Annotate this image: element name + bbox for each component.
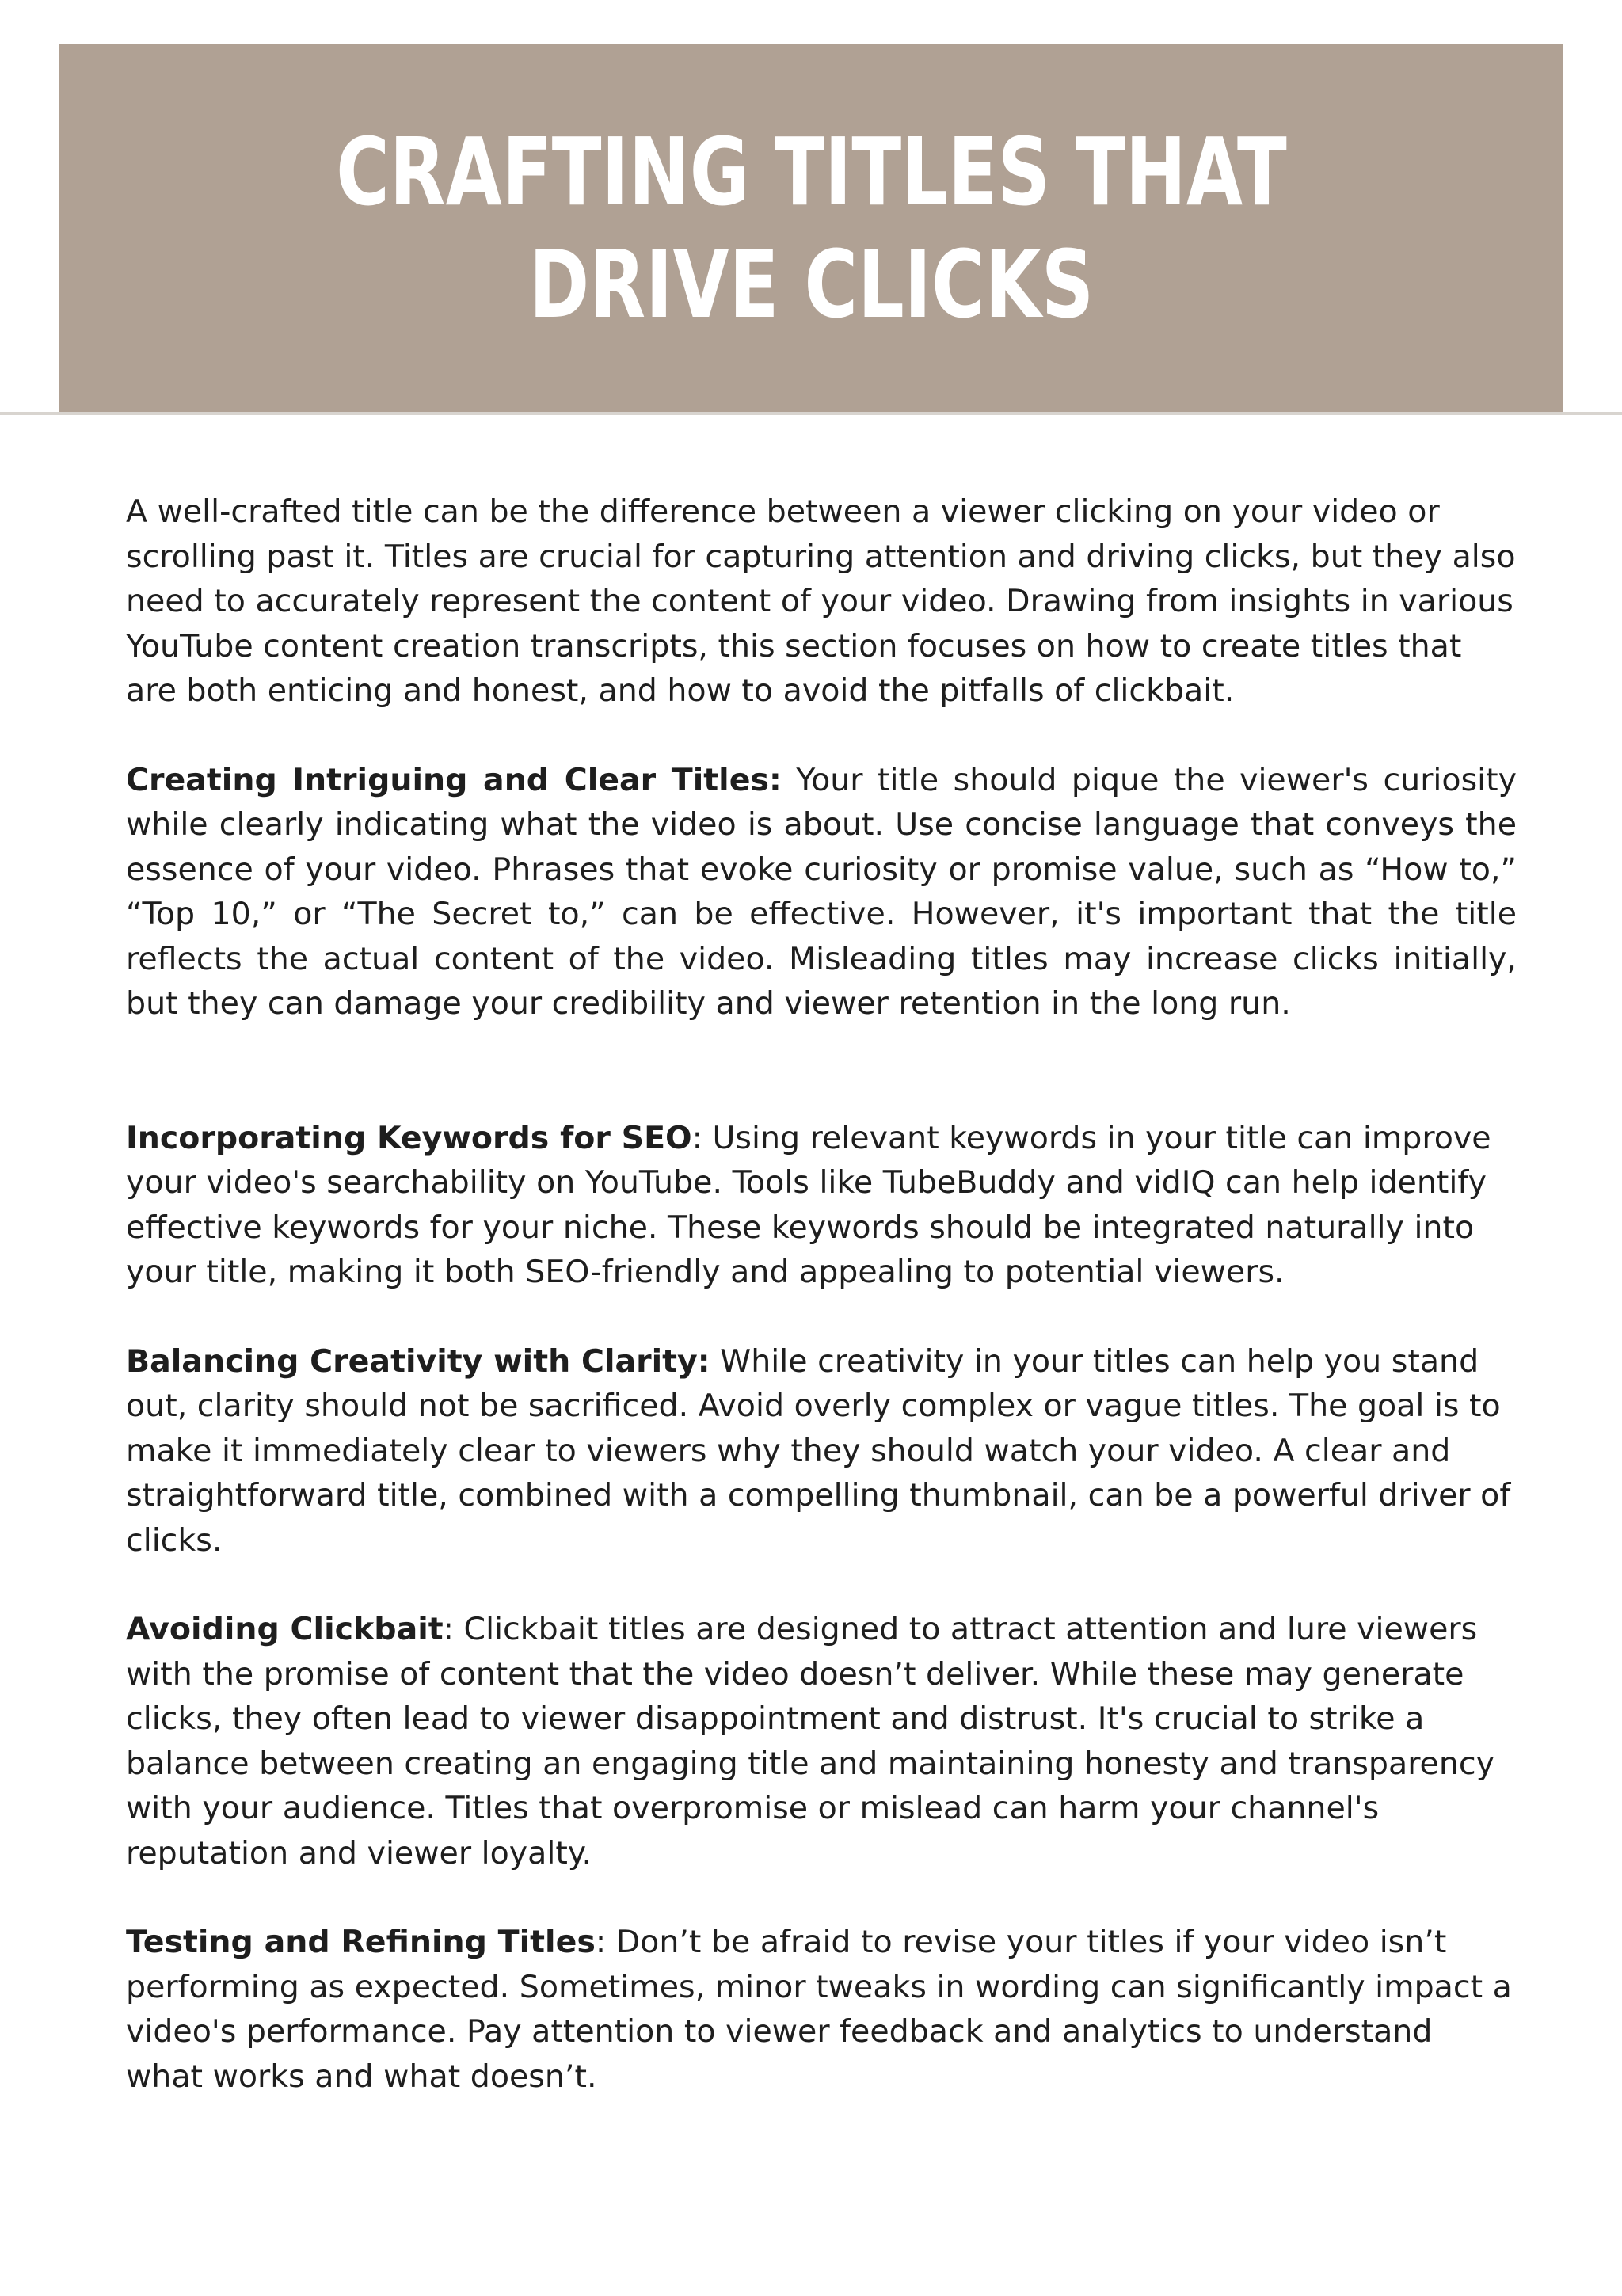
section-body: Your title should pique the viewer's curiosity while clearly indicating what the video is about. Use concise language that conveys the essence of your video. Phrases that evoke curiosity or promise value, such as “How to,” “Top 10,” or “The Secret to,” can be effective. However, it's important that the title reflects the actual content of the video. Misleading titles may increase clicks initially, but they can damage your credibility and viewer retention in the long run. — [126, 761, 1517, 1022]
page-title: CRAFTING TITLES THAT DRIVE CLICKS — [336, 117, 1287, 339]
section-heading: Avoiding Clickbait — [126, 1611, 444, 1647]
document-body — [126, 489, 1517, 2099]
section-heading: Creating Intriguing and Clear Titles: — [126, 761, 782, 798]
section-intriguing-titles — [126, 758, 1517, 1026]
section-body: : Don’t be afraid to revise your titles if your video isn’t performing as expected. Sometimes, minor tweaks in wording can significantly impact a video's performance. Pay attention to viewer feedback and analytics to understand what works and what doesn’t. — [126, 1924, 1512, 2095]
section-keywords-seo — [126, 1116, 1517, 1295]
section-body: : Clickbait titles are designed to attract attention and lure viewers with the promise of content that the video doesn’t deliver. While these may generate clicks, they often lead to viewer disappointment and distrust. It's crucial to strike a balance between creating an engaging title and maintaining honesty and transparency with your audience. Titles that overpromise or mislead can harm your channel's reputation and viewer loyalty. — [126, 1611, 1494, 1871]
header-band — [59, 44, 1563, 413]
section-creativity-clarity — [126, 1339, 1517, 1563]
section-body: : Using relevant keywords in your title can improve your video's searchability on YouTube. Tools like TubeBuddy and vidIQ can help identify effective keywords for your niche. These keywords should be integrated naturally into your title, making it both SEO-friendly and appealing to potential viewers. — [126, 1119, 1491, 1290]
section-heading: Testing and Refining Titles — [126, 1924, 596, 1960]
intro-paragraph: A well-crafted title can be the difference between a viewer clicking on your video or scrolling past it. Titles are crucial for capturing attention and driving clicks, but they also need to accurately represent the content of your video. Drawing from insights in various YouTube content creation transcripts, this section focuses on how to create titles that are both enticing and honest, and how to avoid the pitfalls of clickbait. — [126, 493, 1516, 709]
section-avoiding-clickbait — [126, 1607, 1517, 1875]
section-heading: Balancing Creativity with Clarity: — [126, 1342, 710, 1380]
section-heading: Incorporating Keywords for SEO — [126, 1119, 692, 1156]
section-body: While creativity in your titles can help you stand out, clarity should not be sacrificed. Avoid overly complex or vague titles. The goal is to make it immediately clear to viewers why they should watch your video. A clear and straightforward title, combined with a compelling thumbnail, can be a powerful driver of clicks. — [126, 1342, 1511, 1559]
header-divider — [0, 412, 1622, 415]
section-testing-refining — [126, 1920, 1517, 2099]
